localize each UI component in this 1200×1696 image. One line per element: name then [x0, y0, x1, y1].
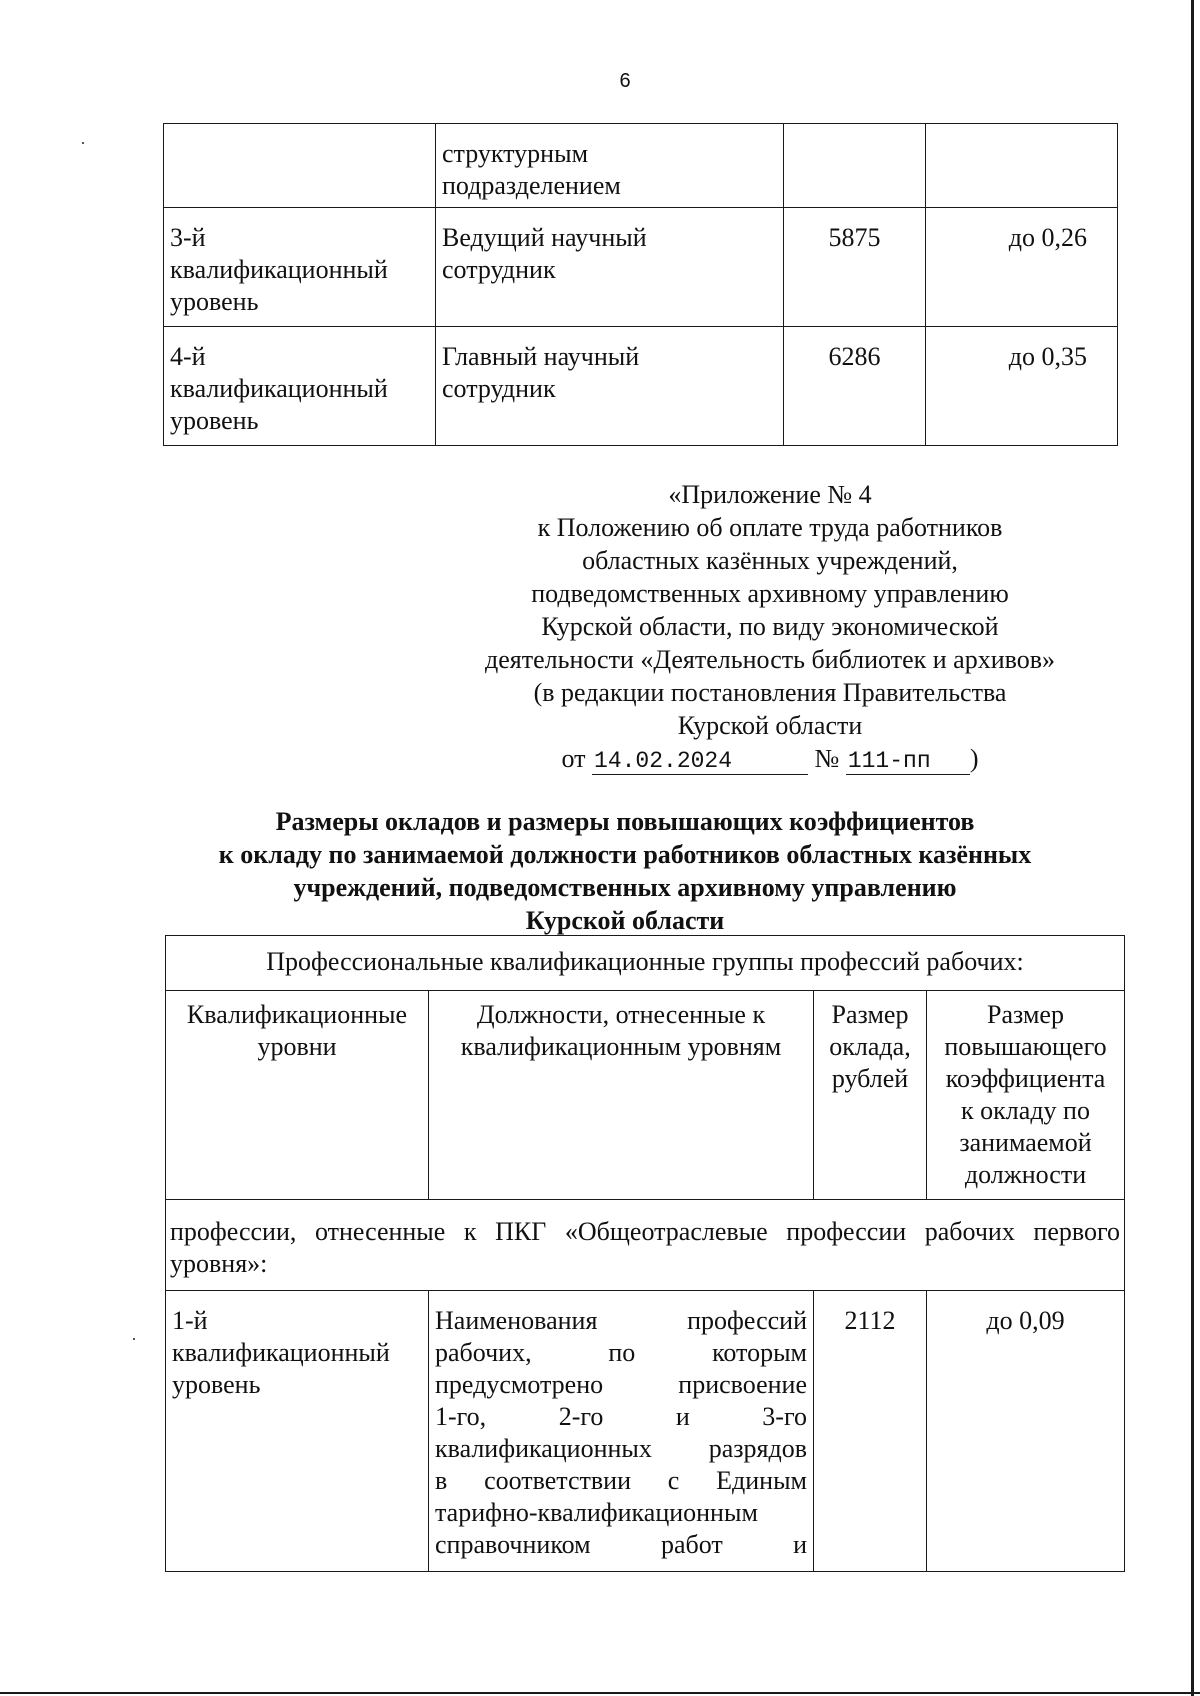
table-row [164, 124, 1118, 208]
group-header: профессии, отнесенные к ПКГ «Общеотраслевые профессии рабочих первого уровня»: [166, 1200, 1125, 1291]
title-line: Курской области [525, 906, 725, 935]
appendix-header [440, 478, 1100, 775]
coefficient-cell: до 0,26 [926, 208, 1118, 327]
appendix-line: подведомственных архивному управлению [531, 579, 1009, 608]
section-header: Профессиональные квалификационные группы профессий рабочих: [166, 936, 1125, 991]
salary-cell: 5875 [784, 208, 926, 327]
title-line: Размеры окладов и размеры повышающих коэффициентов [275, 807, 975, 836]
level-cell: 4-й квалификационный уровень [164, 327, 436, 446]
resolution-number: 111-пп [846, 748, 970, 775]
scan-speck [133, 1338, 135, 1340]
coefficient-cell: до 0,09 [927, 1291, 1125, 1572]
coefficient-cell: до 0,35 [926, 327, 1118, 446]
closing-bracket: ) [969, 744, 979, 773]
document-title [150, 805, 1100, 937]
resolution-reference [440, 742, 1100, 775]
resolution-date: 14.02.2024 [592, 748, 808, 775]
title-line: учреждений, подведомственных архивному управлению [293, 873, 957, 902]
from-label: от [561, 744, 586, 773]
section-header-row [166, 936, 1125, 991]
column-header-coefficient: Размер повышающего коэффициента к окладу по занимаемой должности [927, 991, 1125, 1200]
appendix-line: (в редакции постановления Правительства [533, 678, 1007, 707]
level-cell [164, 124, 436, 208]
position-cell: структурным подразделением [436, 124, 784, 208]
appendix-line: Курской области, по виду экономической [541, 612, 999, 641]
appendix-line: к Положению об оплате труда работников [537, 513, 1003, 542]
group-header-row [166, 1200, 1125, 1291]
page-edge-bottom [0, 1692, 1200, 1694]
salary-table [165, 935, 1125, 1572]
position-cell: Главный научный сотрудник [436, 327, 784, 446]
appendix-line: Курской области [677, 711, 863, 740]
salary-cell [784, 124, 926, 208]
coefficient-cell [926, 124, 1118, 208]
level-cell: 1-й квалификационный уровень [166, 1291, 429, 1572]
salary-cell: 6286 [784, 327, 926, 446]
column-header-salary: Размер оклада, рублей [814, 991, 927, 1200]
number-label: № [814, 744, 840, 773]
page-edge-right [1191, 0, 1194, 1696]
title-line: к окладу по занимаемой должности работников областных казённых [218, 840, 1032, 869]
column-header-row [166, 991, 1125, 1200]
page-number: 6 [619, 70, 631, 92]
appendix-line: областных казённых учреждений, [582, 546, 958, 575]
appendix-line: «Приложение № 4 [668, 480, 872, 509]
table-row [166, 1291, 1125, 1572]
table-row [164, 327, 1118, 446]
scan-speck [82, 142, 84, 144]
salary-cell: 2112 [814, 1291, 927, 1572]
position-cell: Ведущий научный сотрудник [436, 208, 784, 327]
appendix-line: деятельности «Деятельность библиотек и архивов» [485, 645, 1055, 674]
column-header-levels: Квалификационные уровни [166, 991, 429, 1200]
table-row [164, 208, 1118, 327]
column-header-positions: Должности, отнесенные к квалификационным уровням [429, 991, 814, 1200]
continuation-table [163, 123, 1118, 446]
level-cell: 3-й квалификационный уровень [164, 208, 436, 327]
position-cell: Наименования профессий рабочих, по которым предусмотрено присвоение 1-го, 2-го и 3-го квалификационных разрядов в соответствии с Единым тарифно-квалификационным справочником работ и [429, 1291, 814, 1572]
